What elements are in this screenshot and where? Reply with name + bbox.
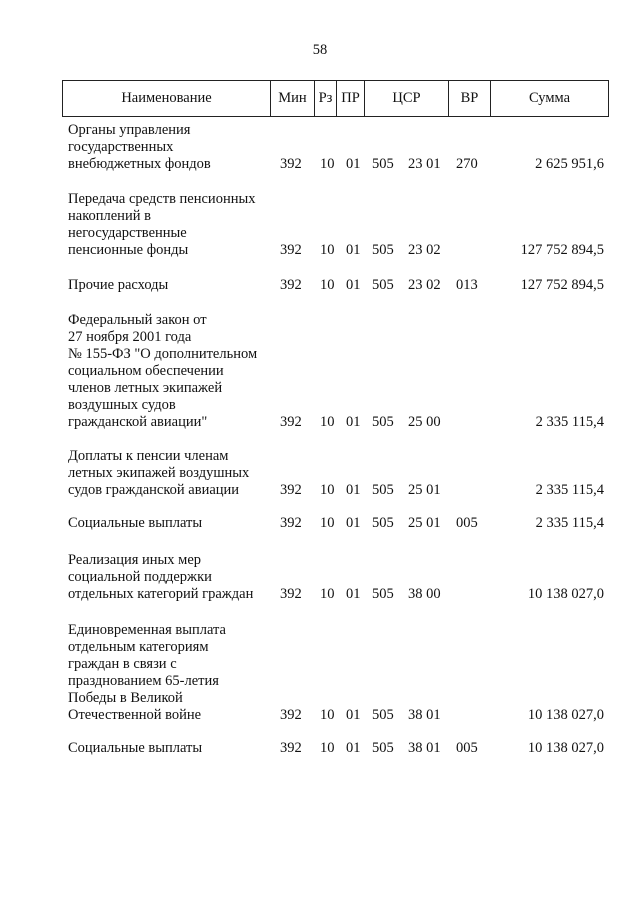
name-line: Отечественной войне (68, 707, 202, 723)
row-name (68, 552, 268, 603)
cell-pr: 01 (346, 414, 361, 430)
name-line: накоплений в (68, 208, 151, 224)
name-line: Доплаты к пенсии членам (68, 448, 229, 464)
table-row (68, 277, 604, 294)
cell-pr: 01 (346, 707, 361, 723)
name-line: Прочие расходы (68, 277, 169, 293)
cell-vr: 005 (456, 515, 478, 531)
cell-rz: 10 (320, 515, 335, 531)
cell-rz: 10 (320, 156, 335, 172)
table-header (62, 80, 609, 117)
name-line: негосударственные (68, 225, 187, 241)
name-line: социальном обеспечении (68, 363, 224, 379)
cell-csr2: 25 01 (408, 515, 441, 531)
cell-csr2: 38 00 (408, 586, 441, 602)
name-line: Единовременная выплата (68, 622, 226, 638)
cell-min: 392 (280, 482, 302, 498)
cell-pr: 01 (346, 277, 361, 293)
cell-sum: 10 138 027,0 (527, 740, 604, 756)
header-vr: ВР (449, 81, 491, 116)
cell-csr2: 38 01 (408, 740, 441, 756)
cell-min: 392 (280, 707, 302, 723)
cell-min: 392 (280, 156, 302, 172)
name-line: Реализация иных мер (68, 552, 202, 568)
cell-csr2: 23 02 (408, 277, 441, 293)
name-line: социальной поддержки (68, 569, 212, 585)
cell-pr: 01 (346, 515, 361, 531)
cell-sum: 127 752 894,5 (520, 242, 604, 258)
name-line: членов летных экипажей (68, 380, 223, 396)
cell-csr2: 23 01 (408, 156, 441, 172)
cell-csr1: 505 (372, 740, 394, 756)
cell-vr: 270 (456, 156, 478, 172)
name-line: Передача средств пенсионных (68, 191, 256, 207)
table-row (68, 122, 604, 173)
table-row (68, 448, 604, 499)
name-line: внебюджетных фондов (68, 156, 211, 172)
header-pr: ПР (337, 81, 365, 116)
cell-rz: 10 (320, 707, 335, 723)
cell-sum: 10 138 027,0 (527, 707, 604, 723)
cell-rz: 10 (320, 414, 335, 430)
cell-min: 392 (280, 414, 302, 430)
table-row (68, 622, 604, 724)
header-sum: Сумма (528, 90, 571, 106)
cell-csr1: 505 (372, 414, 394, 430)
cell-pr: 01 (346, 740, 361, 756)
cell-min: 392 (280, 242, 302, 258)
table-row (68, 312, 604, 431)
table-row (68, 552, 604, 603)
name-line: судов гражданской авиации (68, 482, 240, 498)
name-line: летных экипажей воздушных (68, 465, 250, 481)
name-line: отдельным категориям (68, 639, 209, 655)
row-name (68, 191, 268, 259)
cell-min: 392 (280, 586, 302, 602)
cell-pr: 01 (346, 586, 361, 602)
name-line: пенсионные фонды (68, 242, 189, 258)
cell-rz: 10 (320, 586, 335, 602)
name-line: Органы управления (68, 122, 191, 138)
cell-pr: 01 (346, 242, 361, 258)
cell-sum: 2 335 115,4 (535, 482, 604, 498)
row-name (68, 122, 268, 173)
row-name (68, 515, 268, 532)
page-number: 58 (312, 42, 328, 58)
name-line: Федеральный закон от (68, 312, 207, 328)
table-row (68, 191, 604, 259)
cell-pr: 01 (346, 156, 361, 172)
row-name (68, 622, 268, 724)
header-name: Наименование (63, 81, 271, 116)
cell-csr2: 38 01 (408, 707, 441, 723)
cell-csr1: 505 (372, 515, 394, 531)
cell-csr1: 505 (372, 242, 394, 258)
cell-sum: 2 335 115,4 (535, 515, 604, 531)
cell-csr2: 25 00 (408, 414, 441, 430)
cell-csr1: 505 (372, 707, 394, 723)
row-name (68, 277, 268, 294)
cell-pr: 01 (346, 482, 361, 498)
cell-rz: 10 (320, 242, 335, 258)
cell-rz: 10 (320, 277, 335, 293)
table-row (68, 740, 604, 757)
cell-csr1: 505 (372, 277, 394, 293)
cell-sum: 10 138 027,0 (527, 586, 604, 602)
row-name (68, 312, 268, 431)
name-line: Социальные выплаты (68, 515, 203, 531)
name-line: Социальные выплаты (68, 740, 203, 756)
cell-sum: 127 752 894,5 (520, 277, 604, 293)
row-name (68, 448, 268, 499)
cell-min: 392 (280, 515, 302, 531)
name-line: гражданской авиации" (68, 414, 208, 430)
cell-rz: 10 (320, 482, 335, 498)
cell-csr1: 505 (372, 586, 394, 602)
name-line: 27 ноября 2001 года (68, 329, 192, 345)
name-line: празднованием 65-летия (68, 673, 219, 689)
row-name (68, 740, 268, 757)
cell-sum: 2 625 951,6 (535, 156, 604, 172)
name-line: государственных (68, 139, 174, 155)
header-csr: ЦСР (365, 81, 449, 116)
name-line: воздушных судов (68, 397, 176, 413)
cell-min: 392 (280, 740, 302, 756)
header-rz: Рз (315, 81, 337, 116)
cell-min: 392 (280, 277, 302, 293)
cell-vr: 013 (456, 277, 478, 293)
cell-csr1: 505 (372, 482, 394, 498)
cell-vr: 005 (456, 740, 478, 756)
name-line: граждан в связи с (68, 656, 177, 672)
table-row (68, 515, 604, 532)
cell-sum: 2 335 115,4 (535, 414, 604, 430)
name-line: отдельных категорий граждан (68, 586, 254, 602)
cell-csr1: 505 (372, 156, 394, 172)
cell-rz: 10 (320, 740, 335, 756)
name-line: № 155-ФЗ "О дополнительном (68, 346, 258, 362)
cell-csr2: 23 02 (408, 242, 441, 258)
header-min: Мин (271, 81, 315, 116)
name-line: Победы в Великой (68, 690, 183, 706)
cell-csr2: 25 01 (408, 482, 441, 498)
